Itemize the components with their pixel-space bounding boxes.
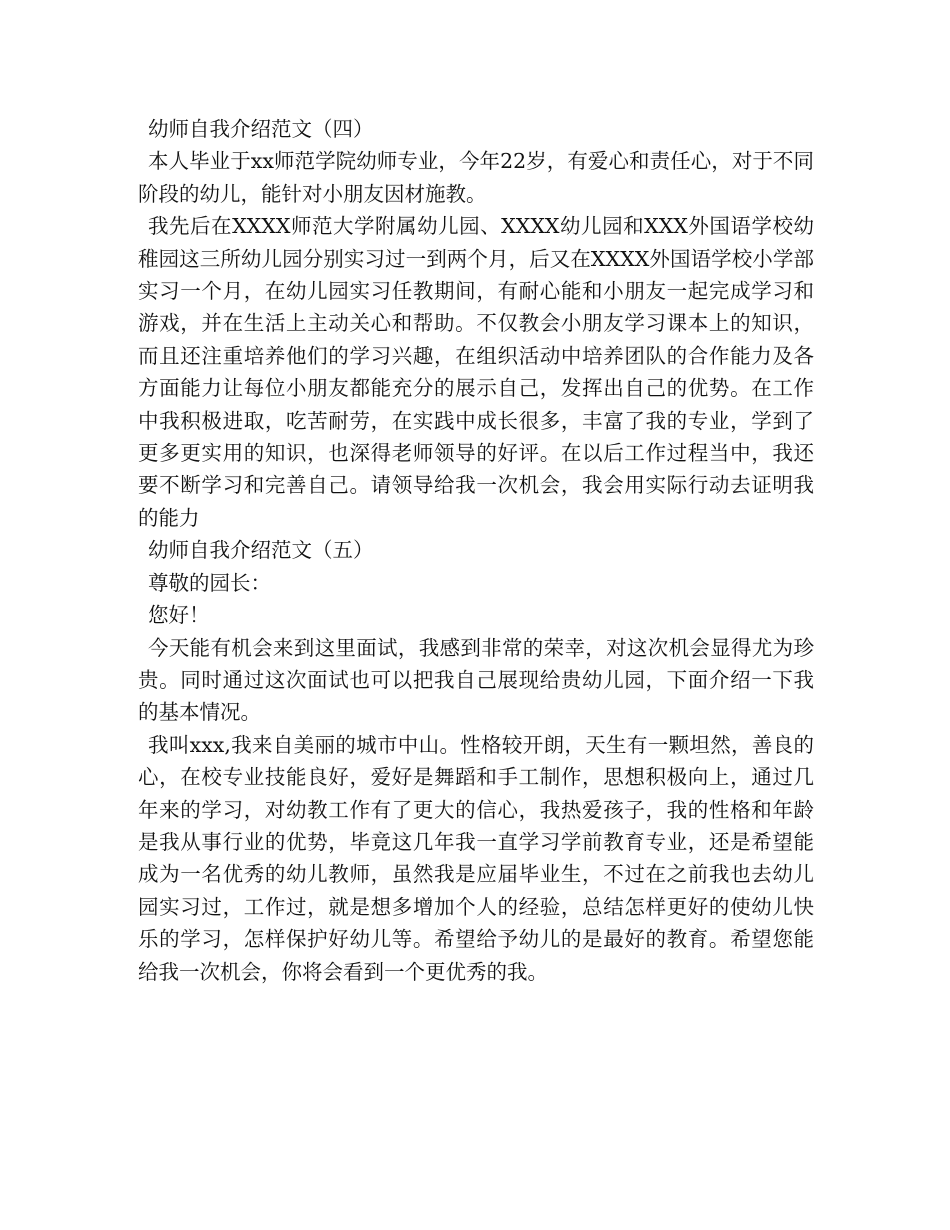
document-body bbox=[138, 113, 814, 988]
section-5-salutation: 尊敬的园长： bbox=[148, 570, 271, 595]
section-4-title: 幼师自我介绍范文（四） bbox=[148, 117, 374, 141]
section-5-paragraph-1: 今天能有机会来到这里面试，我感到非常的荣幸，对这次机会显得尤为珍贵。同时通过这次面试也可以把我自己展现给贵幼儿园，下面介绍一下我的基本情况。 bbox=[138, 635, 814, 725]
section-5-paragraph-2: 我叫xxx,我来自美丽的城市中山。性格较开朗，天生有一颗坦然，善良的心，在校专业技能良好，爱好是舞蹈和手工制作，思想积极向上，通过几年来的学习，对幼教工作有了更大的信心，我热爱孩子，我的性格和年龄是我从事行业的优势，毕竟这几年我一直学习学前教育专业，还是希望能成为一名优秀的幼儿教师，虽然我是应届毕业生，不过在之前我也去幼儿园实习过，工作过，就是想多增加个人的经验，总结怎样更好的使幼儿快乐的学习，怎样保护好幼儿等。希望给予幼儿的是最好的教育。希望您能给我一次机会，你将会看到一个更优秀的我。 bbox=[138, 732, 814, 984]
section-4-paragraph-2: 我先后在XXXX师范大学附属幼儿园、XXXX幼儿园和XXX外国语学校幼稚园这三所幼儿园分别实习过一到两个月，后又在XXXX外国语学校小学部实习一个月，在幼儿园实习任教期间，有耐心能和小朋友一起完成学习和游戏，并在生活上主动关心和帮助。不仅教会小朋友学习课本上的知识，而且还注重培养他们的学习兴趣，在组织活动中培养团队的合作能力及各方面能力让每位小朋友都能充分的展示自己，发挥出自己的优势。在工作中我积极进取，吃苦耐劳，在实践中成长很多，丰富了我的专业，学到了更多更实用的知识，也深得老师领导的好评。在以后工作过程当中，我还要不断学习和完善自己。请领导给我一次机会，我会用实际行动去证明我的能力 bbox=[138, 214, 814, 530]
section-5-title: 幼师自我介绍范文（五） bbox=[148, 538, 374, 563]
section-5-greeting: 您好！ bbox=[148, 603, 210, 628]
section-4-paragraph-1: 本人毕业于xx师范学院幼师专业，今年22岁，有爱心和责任心，对于不同阶段的幼儿，能针对小朋友因材施教。 bbox=[138, 149, 814, 206]
